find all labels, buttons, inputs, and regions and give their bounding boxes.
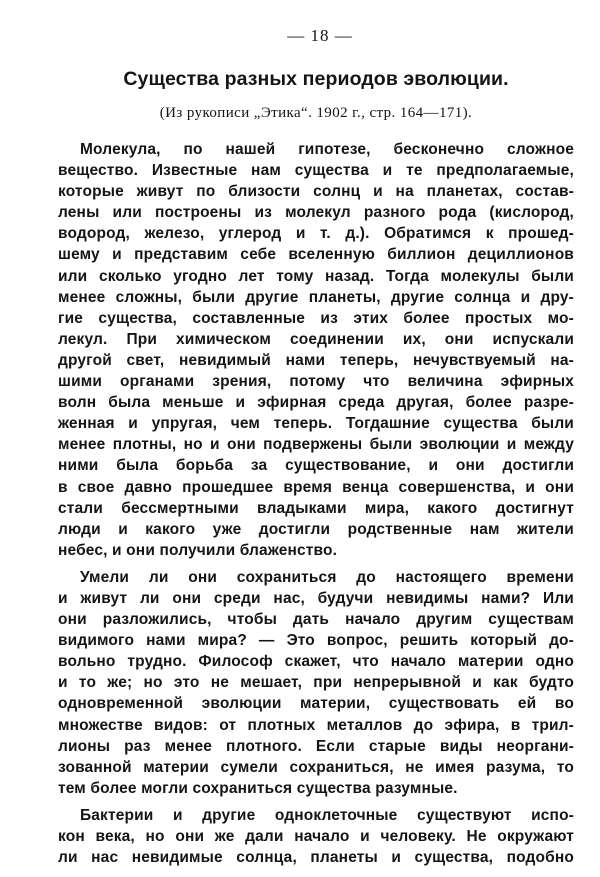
text-line: женная и упругая, чем теперь. Тогдашние существа были [58,415,574,433]
text-line: гие существа, составленные из этих более простых мо- [58,309,574,327]
text-line: шими органами зрения, потому что величина эфирных [58,373,574,391]
text-line: стали бессмертными владыками мира, какого достигнут [58,499,574,517]
source-citation: (Из рукописи „Этика“. 1902 г., стр. 164—171). [159,105,473,121]
text-line: другой свет, невидимый нами теперь, нечувствуемый на- [58,351,574,369]
paragraph [58,805,574,868]
text-line: Умели ли они сохраниться до настоящего времени [80,568,574,586]
text-line: ними была борьба за существование, и они достигли [58,457,574,475]
text-line: и живут ли они среди нас, будучи невидимы нами? Или [58,589,574,607]
text-line: шему и представим себе вселенную биллион дециллионов [58,246,574,264]
text-line: менее сложны, были другие планеты, другие солнца и дру- [58,288,574,306]
text-line: ли нас невидимые солнца, планеты и существа, подобно [58,849,574,867]
text-line: тем более могли сохраниться существа разумные. [58,779,458,797]
text-line: Бактерии и другие одноклеточные существуют испо- [80,806,574,824]
text-line: кон века, но они же дали начало и человеку. Не окружают [58,828,574,845]
text-line: одновременной эволюции материи, существовать ей во [58,695,574,713]
text-line: лекул. При химическом соединении их, они испускали [58,330,574,348]
text-line: водород, железо, углерод и т. д.). Обратимся к прошед- [58,225,574,243]
paragraph [58,567,574,799]
text-line: менее плотны, но и они подвержены были эволюции и между [58,436,574,454]
text-line: и то же; но это не мешает, при непрерывной и как будто [58,674,574,692]
paragraph [58,139,574,561]
chapter-title: Существа разных периодов эволюции. [123,68,509,90]
text-line: люди и какого уже достигли родственные нам жители [58,520,574,538]
text-line: которые живут по близости солнц и на планетах, состав- [58,183,574,201]
text-line: лены или построены из молекул разного рода (кислород, [58,204,574,222]
text-line: зованной материи сумели сохраниться, не имея разума, то [58,758,574,776]
text-line: они разложились, чтобы дать начало другим существам [58,611,574,629]
text-line: вольно трудно. Философ скажет, что начало материи одно [58,653,574,671]
body-text [58,139,574,868]
text-line: вещество. Известные нам существа и те предполагаемые, [58,162,574,180]
text-line: множестве видов: от плотных металлов до эфира, в трил- [58,716,574,734]
text-line: видимого нами мира? — Это вопрос, решить который до- [58,632,574,650]
text-line: небес, и они получили блаженство. [58,541,338,559]
text-line: Молекула, по нашей гипотезе, бесконечно сложное [80,141,574,158]
text-line: волн была меньше и эфирная среда другая, более разре- [58,394,574,412]
text-line: лионы раз менее плотного. Если старые виды неоргани- [58,737,574,755]
text-line: или сколько угодно лет тому назад. Тогда молекулы были [58,267,574,285]
page-number: — 18 — [287,26,353,45]
text-line: в свое давно прошедшее время венца совершенства, и они [58,478,574,496]
